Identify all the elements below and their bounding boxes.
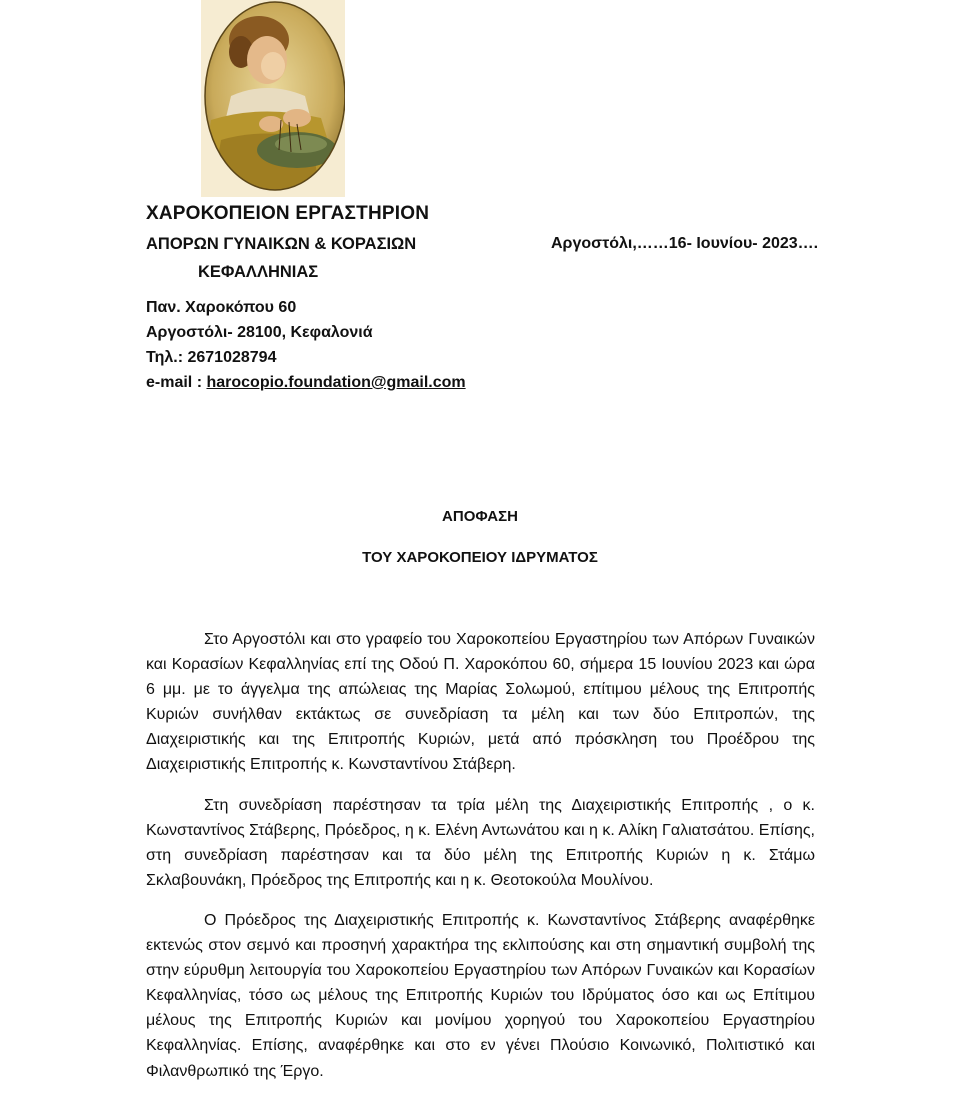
lacemaker-portrait-image bbox=[201, 0, 345, 197]
email-row bbox=[146, 374, 466, 392]
organization-logo bbox=[201, 0, 345, 197]
organization-subtitle-line1: ΑΠΟΡΩΝ ΓΥΝΑΙΚΩΝ & ΚΟΡΑΣΙΩΝ bbox=[146, 235, 417, 253]
email-label: e-mail : bbox=[146, 374, 207, 391]
body-paragraph-3: Ο Πρόεδρος της Διαχειριστικής Επιτροπής κ. Κωνσταντίνος Στάβερης αναφέρθηκε εκτενώς στον σεμνό και προσηνή χαρακτήρα της εκλιπούσης και στη σημαντική συμβολή της στην εύρυθμη λειτουργία του Χαροκοπείου Εργαστηρίου των Απόρων Γυναικών και Κορασίων Κεφαλληνίας, τόσο ως μέλους της Επιτροπής Κυριών του Ιδρύματος όσο και ως Επίτιμου μέλους της Επιτροπής Κυριών και μονίμου χορηγού του Χαροκοπείου Εργαστηρίου Κεφαλληνίας. Επίσης, αναφέρθηκε και στο εν γένει Πλούσιο Κοινωνικό, Πολιτιστικό και Φιλανθρωπικό της Έργο. bbox=[146, 912, 815, 1080]
document-title: ΑΠΟΦΑΣΗ bbox=[442, 508, 518, 525]
document-date: Αργοστόλι,……16- Ιουνίου- 2023…. bbox=[551, 235, 819, 252]
address-line1: Παν. Χαροκόπου 60 bbox=[146, 299, 297, 316]
phone-number: Τηλ.: 2671028794 bbox=[146, 349, 277, 366]
document-subtitle: ΤΟΥ ΧΑΡΟΚΟΠΕΙΟΥ ΙΔΡΥΜΑΤΟΣ bbox=[362, 549, 598, 566]
organization-subtitle-line2: ΚΕΦΑΛΛΗΝΙΑΣ bbox=[198, 263, 319, 281]
body-paragraph-2: Στη συνεδρίαση παρέστησαν τα τρία μέλη της Διαχειριστικής Επιτροπής , ο κ. Κωνσταντίνος Στάβερης, Πρόεδρος, η κ. Ελένη Αντωνάτου και η κ. Αλίκη Γαλιατσάτου. Επίσης, στη συνεδρίαση παρέστησαν και τα δύο μέλη της Επιτροπής Κυριών η κ. Στάμω Σκλαβουνάκη, Πρόεδρος της Επιτροπής και η κ. Θεοτοκούλα Μουλίνου. bbox=[146, 797, 815, 890]
organization-name: ΧΑΡΟΚΟΠΕΙΟΝ ΕΡΓΑΣΤΗΡΙΟΝ bbox=[146, 203, 430, 224]
email-link[interactable]: harocopio.foundation@gmail.com bbox=[206, 374, 466, 391]
body-paragraph-1: Στο Αργοστόλι και στο γραφείο του Χαροκοπείου Εργαστηρίου των Απόρων Γυναικών και Κορασίων Κεφαλληνίας επί της Οδού Π. Χαροκόπου 60, σήμερα 15 Ιουνίου 2023 και ώρα 6 μμ. με το άγγελμα της απώλειας της Μαρίας Σολωμού, επίτιμου μέλους της Επιτροπής Κυριών συνήλθαν εκτάκτως σε συνεδρίαση τα μέλη και των δύο Επιτροπών, της Διαχειριστικής και της Επιτροπής Κυριών, μετά από πρόσκληση του Προέδρου της Διαχειριστικής Επιτροπής κ. Κωνσταντίνου Στάβερη. bbox=[146, 631, 815, 774]
address-line2: Αργοστόλι- 28100, Κεφαλονιά bbox=[146, 324, 373, 341]
